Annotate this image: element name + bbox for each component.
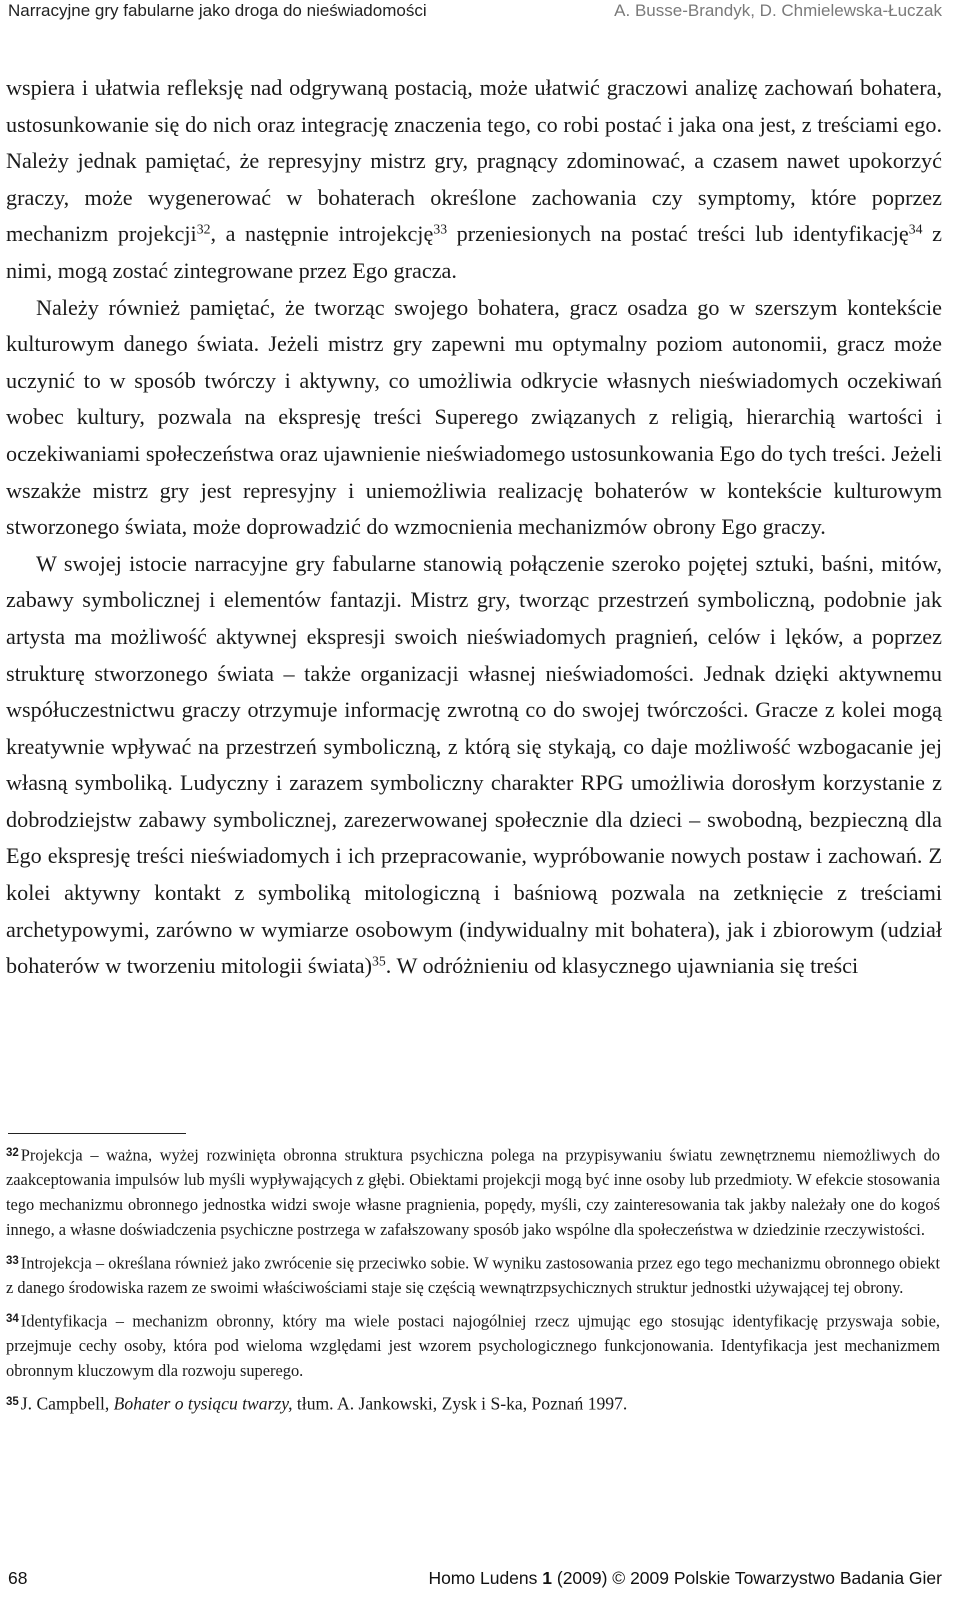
running-header [8,0,942,22]
paragraph-3: W swojej istocie narracyjne gry fabularne stanowią połączenie szeroko pojętej sztuki, baśni, mitów, zabawy symbolicznej i elementów fantazji. Mistrz gry, tworząc przestrzeń symboliczną, podobnie jak artysta ma możliwość aktywnej ekspresji swoich nieświadomych pragnień, celów i lęków, a poprzez strukturę stworzonego świata – także organizacji własnej nieświadomości. Jednak dzięki aktywnemu współuczestnictwu graczy otrzymuje informację zwrotną co do swojej twórczości. Gracze z kolei mogą kreatywnie wpływać na przestrzeń symboliczną, z którą się stykają, co daje możliwość wzbogacanie jej własną symboliką. Ludyczny i zarazem symboliczny charakter RPG umożliwia dorosłym korzystanie z dobrodziejstw zabawy symbolicznej, zarezerwowanej społecznie dla dzieci – swobodną, bezpieczną dla Ego ekspresję treści nieświadomych i ich przepracowanie, wypróbowanie nowych postaw i zachowań. Z kolei aktywny kontakt z symboliką mitologiczną i baśniową pozwala na zetknięcie z treściami archetypowymi, zarówno w wymiarze osobowym (indywidualny mit bohatera), jak i zbiorowym (udział bohaterów w tworzeniu mitologii świata)$^{35}$. W odróżnieniu od klasycznego ujawniania się treści [6,550,942,979]
page-footer [8,1566,942,1590]
footnote-text: Introjekcja – określana również jako zwrócenie się przeciwko sobie. W wyniku zastosowania przez ego tego mechanizmu obronnego obiekt z danego środowiska razem ze swoimi właściwościami staje się częścią wewnątrzpsychicznych struktur jednostki używającej tej obrony. [6,1253,940,1298]
footnote-ref-35[interactable]: 35 [372,953,386,969]
footnote-ref-34[interactable]: 34 [908,221,923,237]
footnote-35: $^{35}$ J. Campbell, Bohater o tysiącu twarzy, tłum. A. Jankowski, Zysk i S-ka, Poznań 1997. [6,1393,628,1414]
book-title: Bohater o tysiącu twarzy, [113,1393,293,1414]
footnotes [6,1141,940,1422]
footnote-34 [6,1307,940,1384]
footnote-text: Projekcja – ważna, wyżej rozwinięta obronna struktura psychiczna polega na przypisywaniu światu zewnętrznemu niemożliwych do zaakceptowania impulsów lub myśli wypływających z głębi. Obiektami projekcji mogą być inne osoby lub przedmioty. W efekcie stosowania tego mechanizmu obronnego jednostka widzi swoje własne pragnienia, popędy, myśli, czy zainteresowania tak jakby należały one do kogoś innego, a własne doświadczenia psychiczne postrzega w zafałszowany sposób jako wspólne dla społeczeństwa w dziedzinie rzeczywistości. [6,1145,940,1239]
footnote-ref-33[interactable]: 33 [433,221,448,237]
article-authors: A. Busse-Brandyk, D. Chmielewska-Łuczak [614,1,942,20]
footnote-number: 32 [6,1147,19,1159]
footnote-number: 34 [6,1312,19,1325]
footnote-separator [8,1133,186,1134]
footnote-text: Identyfikacja – mechanizm obronny, który ma wiele postaci najogólniej rzecz ujmując ego stosując identyfikację przyswaja sobie, przejmuje cechy osoby, która pod wieloma względami jest wzorem psychologicznego funkcjonowania. Identyfikacja jest mechanizmem obronnym kluczowym dla rozwoju superego. [6,1311,940,1381]
issue-number: 1 [542,1568,552,1588]
page-number: 68 [8,1568,28,1588]
footnote-ref-32[interactable]: 32 [196,221,211,237]
footnote-number: 33 [6,1254,19,1267]
footnote-number: 35 [6,1395,19,1408]
paragraph-2: Należy również pamiętać, że tworząc swojego bohatera, gracz osadza go w szerszym kontekście kulturowym danego świata. Jeżeli mistrz gry zapewni mu optymalny poziom autonomii, gracz może uczynić to w sposób twórczy i aktywny, co umożliwia odkrycie własnych nieświadomych oczekiwań wobec kultury, pozwala na ekspresję treści Superego związanych z religią, hierarchią wartości i oczekiwaniami społeczeństwa oraz ujawnienie nieświadomego ustosunkowania Ego do tych treści. Jeżeli wszakże mistrz gry jest represyjny i uniemożliwia realizację bohaterów w kontekście kulturowym stworzonego świata, może doprowadzić do wzmocnienia mechanizmów obrony Ego graczy. [6,294,942,540]
footnote-33 [6,1249,940,1301]
body-text [6,70,942,985]
journal-credit: Homo Ludens 1 (2009) © 2009 Polskie Towarzystwo Badania Gier [428,1568,942,1588]
article-title: Narracyjne gry fabularne jako droga do nieświadomości [8,1,427,20]
footnote-32 [6,1141,940,1243]
paragraph-1: wspiera i ułatwia refleksję nad odgrywaną postacią, może ułatwić graczowi analizę zachowań bohatera, ustosunkowanie się do nich oraz integrację znaczenia tego, co robi postać i jaka ona jest, z treściami ego. Należy jednak pamiętać, że represyjny mistrz gry, pragnący zdominować, a czasem nawet upokorzyć graczy, może wygenerować w bohaterach określone zachowania czy symptomy, które poprzez mechanizm projekcji$^{32}$, a następnie introjekcję$^{33}$ przeniesionych na postać treści lub identyfikację$^{34}$ z nimi, mogą zostać zintegrowane przez Ego gracza. [6,75,942,283]
